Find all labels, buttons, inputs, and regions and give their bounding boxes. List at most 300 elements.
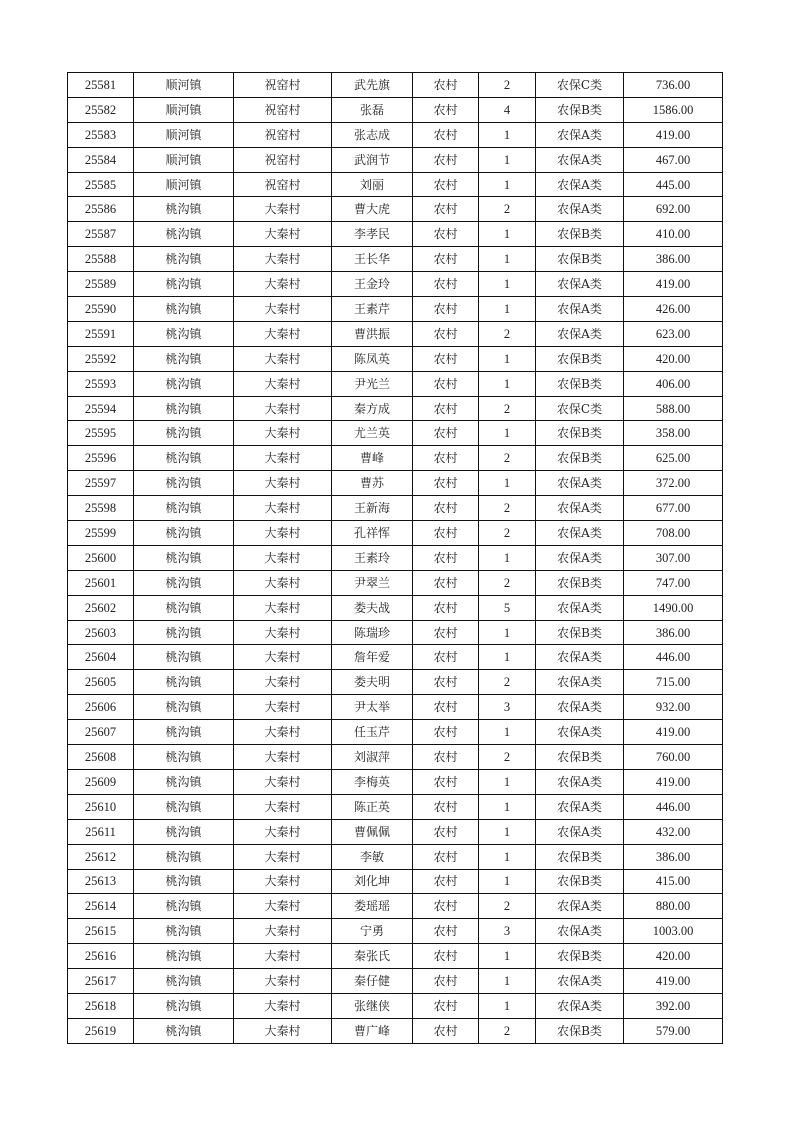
amount-cell: 358.00 [624, 421, 723, 446]
name-cell: 王素玲 [332, 545, 413, 570]
table-row [68, 471, 723, 496]
town-cell: 桃沟镇 [134, 720, 234, 745]
table-row [68, 396, 723, 421]
household-type-cell: 农村 [413, 97, 479, 122]
town-cell: 桃沟镇 [134, 919, 234, 944]
town-cell: 顺河镇 [134, 172, 234, 197]
town-cell: 桃沟镇 [134, 545, 234, 570]
insurance-category-cell: 农保A类 [536, 794, 624, 819]
table-row [68, 620, 723, 645]
amount-cell: 307.00 [624, 545, 723, 570]
village-cell: 大秦村 [234, 396, 332, 421]
table-row [68, 645, 723, 670]
household-type-cell: 农村 [413, 894, 479, 919]
household-type-cell: 农村 [413, 720, 479, 745]
amount-cell: 623.00 [624, 321, 723, 346]
village-cell: 大秦村 [234, 421, 332, 446]
town-cell: 桃沟镇 [134, 944, 234, 969]
amount-cell: 386.00 [624, 620, 723, 645]
amount-cell: 1003.00 [624, 919, 723, 944]
family-size-cell: 3 [479, 695, 536, 720]
insurance-category-cell: 农保A类 [536, 521, 624, 546]
town-cell: 桃沟镇 [134, 446, 234, 471]
village-cell: 大秦村 [234, 919, 332, 944]
table-row [68, 446, 723, 471]
household-type-cell: 农村 [413, 346, 479, 371]
table-row [68, 297, 723, 322]
household-type-cell: 农村 [413, 496, 479, 521]
town-cell: 桃沟镇 [134, 371, 234, 396]
name-cell: 武润节 [332, 147, 413, 172]
insurance-category-cell: 农保A类 [536, 471, 624, 496]
insurance-category-cell: 农保A类 [536, 695, 624, 720]
village-cell: 大秦村 [234, 869, 332, 894]
family-size-cell: 1 [479, 620, 536, 645]
village-cell: 大秦村 [234, 695, 332, 720]
serial-number-cell: 25588 [68, 247, 134, 272]
table-row [68, 147, 723, 172]
insurance-category-cell: 农保A类 [536, 172, 624, 197]
village-cell: 祝窑村 [234, 73, 332, 98]
town-cell: 桃沟镇 [134, 894, 234, 919]
serial-number-cell: 25593 [68, 371, 134, 396]
name-cell: 李梅英 [332, 769, 413, 794]
family-size-cell: 1 [479, 247, 536, 272]
table-row [68, 769, 723, 794]
name-cell: 孔祥恽 [332, 521, 413, 546]
family-size-cell: 2 [479, 894, 536, 919]
serial-number-cell: 25618 [68, 993, 134, 1018]
village-cell: 大秦村 [234, 745, 332, 770]
amount-cell: 1586.00 [624, 97, 723, 122]
family-size-cell: 1 [479, 645, 536, 670]
serial-number-cell: 25589 [68, 272, 134, 297]
village-cell: 大秦村 [234, 222, 332, 247]
household-type-cell: 农村 [413, 147, 479, 172]
household-type-cell: 农村 [413, 172, 479, 197]
insurance-category-cell: 农保B类 [536, 346, 624, 371]
name-cell: 王素芹 [332, 297, 413, 322]
insurance-category-cell: 农保A类 [536, 819, 624, 844]
serial-number-cell: 25590 [68, 297, 134, 322]
table-row [68, 570, 723, 595]
family-size-cell: 1 [479, 869, 536, 894]
family-size-cell: 1 [479, 471, 536, 496]
family-size-cell: 1 [479, 172, 536, 197]
household-type-cell: 农村 [413, 73, 479, 98]
household-type-cell: 农村 [413, 446, 479, 471]
amount-cell: 410.00 [624, 222, 723, 247]
village-cell: 大秦村 [234, 446, 332, 471]
insurance-category-cell: 农保B类 [536, 97, 624, 122]
household-type-cell: 农村 [413, 272, 479, 297]
name-cell: 刘丽 [332, 172, 413, 197]
amount-cell: 715.00 [624, 670, 723, 695]
town-cell: 桃沟镇 [134, 620, 234, 645]
amount-cell: 386.00 [624, 247, 723, 272]
town-cell: 桃沟镇 [134, 645, 234, 670]
household-type-cell: 农村 [413, 919, 479, 944]
table-body [68, 73, 723, 1044]
village-cell: 大秦村 [234, 321, 332, 346]
household-type-cell: 农村 [413, 620, 479, 645]
serial-number-cell: 25603 [68, 620, 134, 645]
serial-number-cell: 25592 [68, 346, 134, 371]
town-cell: 桃沟镇 [134, 521, 234, 546]
table-row [68, 869, 723, 894]
insurance-category-cell: 农保B类 [536, 869, 624, 894]
table-row [68, 272, 723, 297]
village-cell: 祝窑村 [234, 172, 332, 197]
amount-cell: 419.00 [624, 272, 723, 297]
amount-cell: 880.00 [624, 894, 723, 919]
village-cell: 大秦村 [234, 1018, 332, 1043]
name-cell: 秦方成 [332, 396, 413, 421]
name-cell: 曹佩佩 [332, 819, 413, 844]
town-cell: 桃沟镇 [134, 396, 234, 421]
household-type-cell: 农村 [413, 794, 479, 819]
name-cell: 娄夫战 [332, 595, 413, 620]
town-cell: 桃沟镇 [134, 670, 234, 695]
insurance-category-cell: 农保A类 [536, 645, 624, 670]
town-cell: 桃沟镇 [134, 222, 234, 247]
serial-number-cell: 25600 [68, 545, 134, 570]
household-type-cell: 农村 [413, 645, 479, 670]
name-cell: 张继侠 [332, 993, 413, 1018]
name-cell: 张磊 [332, 97, 413, 122]
serial-number-cell: 25619 [68, 1018, 134, 1043]
insurance-category-cell: 农保C类 [536, 396, 624, 421]
household-type-cell: 农村 [413, 471, 479, 496]
amount-cell: 419.00 [624, 769, 723, 794]
family-size-cell: 1 [479, 819, 536, 844]
amount-cell: 446.00 [624, 645, 723, 670]
serial-number-cell: 25598 [68, 496, 134, 521]
name-cell: 娄夫明 [332, 670, 413, 695]
name-cell: 尹太举 [332, 695, 413, 720]
amount-cell: 736.00 [624, 73, 723, 98]
serial-number-cell: 25597 [68, 471, 134, 496]
amount-cell: 419.00 [624, 122, 723, 147]
serial-number-cell: 25604 [68, 645, 134, 670]
table-row [68, 894, 723, 919]
table-row [68, 844, 723, 869]
name-cell: 曹洪振 [332, 321, 413, 346]
village-cell: 大秦村 [234, 645, 332, 670]
village-cell: 大秦村 [234, 521, 332, 546]
table-row [68, 720, 723, 745]
village-cell: 大秦村 [234, 894, 332, 919]
amount-cell: 446.00 [624, 794, 723, 819]
table-row [68, 545, 723, 570]
name-cell: 宁勇 [332, 919, 413, 944]
name-cell: 陈凤英 [332, 346, 413, 371]
name-cell: 曹苏 [332, 471, 413, 496]
amount-cell: 579.00 [624, 1018, 723, 1043]
name-cell: 秦仔健 [332, 969, 413, 994]
family-size-cell: 1 [479, 371, 536, 396]
serial-number-cell: 25612 [68, 844, 134, 869]
amount-cell: 625.00 [624, 446, 723, 471]
serial-number-cell: 25611 [68, 819, 134, 844]
family-size-cell: 1 [479, 944, 536, 969]
insurance-category-cell: 农保A类 [536, 769, 624, 794]
village-cell: 大秦村 [234, 545, 332, 570]
village-cell: 祝窑村 [234, 147, 332, 172]
household-type-cell: 农村 [413, 371, 479, 396]
serial-number-cell: 25582 [68, 97, 134, 122]
village-cell: 祝窑村 [234, 97, 332, 122]
town-cell: 桃沟镇 [134, 695, 234, 720]
household-type-cell: 农村 [413, 993, 479, 1018]
town-cell: 顺河镇 [134, 97, 234, 122]
serial-number-cell: 25608 [68, 745, 134, 770]
table-row [68, 919, 723, 944]
insurance-category-cell: 农保B类 [536, 944, 624, 969]
household-type-cell: 农村 [413, 769, 479, 794]
household-type-cell: 农村 [413, 695, 479, 720]
name-cell: 詹年爱 [332, 645, 413, 670]
table-row [68, 197, 723, 222]
insurance-category-cell: 农保A类 [536, 496, 624, 521]
name-cell: 尹光兰 [332, 371, 413, 396]
village-cell: 大秦村 [234, 297, 332, 322]
serial-number-cell: 25583 [68, 122, 134, 147]
insurance-category-cell: 农保C类 [536, 73, 624, 98]
village-cell: 大秦村 [234, 769, 332, 794]
insurance-category-cell: 农保A类 [536, 122, 624, 147]
name-cell: 曹大虎 [332, 197, 413, 222]
town-cell: 桃沟镇 [134, 197, 234, 222]
town-cell: 桃沟镇 [134, 844, 234, 869]
name-cell: 曹广峰 [332, 1018, 413, 1043]
family-size-cell: 1 [479, 272, 536, 297]
family-size-cell: 2 [479, 496, 536, 521]
village-cell: 大秦村 [234, 471, 332, 496]
table-row [68, 122, 723, 147]
insurance-category-cell: 农保A类 [536, 272, 624, 297]
town-cell: 顺河镇 [134, 147, 234, 172]
serial-number-cell: 25616 [68, 944, 134, 969]
town-cell: 桃沟镇 [134, 297, 234, 322]
family-size-cell: 1 [479, 222, 536, 247]
insurance-category-cell: 农保A类 [536, 197, 624, 222]
name-cell: 刘化坤 [332, 869, 413, 894]
amount-cell: 392.00 [624, 993, 723, 1018]
village-cell: 大秦村 [234, 794, 332, 819]
serial-number-cell: 25615 [68, 919, 134, 944]
insurance-category-cell: 农保A类 [536, 297, 624, 322]
table-row [68, 97, 723, 122]
family-size-cell: 2 [479, 73, 536, 98]
table-row [68, 969, 723, 994]
insurance-category-cell: 农保B类 [536, 222, 624, 247]
town-cell: 桃沟镇 [134, 993, 234, 1018]
table-row [68, 819, 723, 844]
family-size-cell: 1 [479, 794, 536, 819]
household-type-cell: 农村 [413, 321, 479, 346]
town-cell: 桃沟镇 [134, 769, 234, 794]
table-row [68, 247, 723, 272]
town-cell: 桃沟镇 [134, 1018, 234, 1043]
name-cell: 李敏 [332, 844, 413, 869]
amount-cell: 760.00 [624, 745, 723, 770]
serial-number-cell: 25613 [68, 869, 134, 894]
serial-number-cell: 25610 [68, 794, 134, 819]
amount-cell: 445.00 [624, 172, 723, 197]
table-row [68, 745, 723, 770]
amount-cell: 747.00 [624, 570, 723, 595]
table-row [68, 371, 723, 396]
table-row [68, 73, 723, 98]
serial-number-cell: 25587 [68, 222, 134, 247]
name-cell: 曹峰 [332, 446, 413, 471]
amount-cell: 420.00 [624, 346, 723, 371]
amount-cell: 426.00 [624, 297, 723, 322]
amount-cell: 419.00 [624, 969, 723, 994]
village-cell: 祝窑村 [234, 122, 332, 147]
insurance-category-cell: 农保B类 [536, 421, 624, 446]
family-size-cell: 3 [479, 919, 536, 944]
serial-number-cell: 25595 [68, 421, 134, 446]
serial-number-cell: 25609 [68, 769, 134, 794]
family-size-cell: 1 [479, 969, 536, 994]
village-cell: 大秦村 [234, 272, 332, 297]
serial-number-cell: 25585 [68, 172, 134, 197]
insurance-category-cell: 农保B类 [536, 1018, 624, 1043]
family-size-cell: 1 [479, 297, 536, 322]
village-cell: 大秦村 [234, 496, 332, 521]
household-type-cell: 农村 [413, 545, 479, 570]
village-cell: 大秦村 [234, 570, 332, 595]
town-cell: 桃沟镇 [134, 794, 234, 819]
village-cell: 大秦村 [234, 371, 332, 396]
family-size-cell: 2 [479, 396, 536, 421]
serial-number-cell: 25594 [68, 396, 134, 421]
family-size-cell: 4 [479, 97, 536, 122]
table-row [68, 222, 723, 247]
town-cell: 桃沟镇 [134, 421, 234, 446]
household-type-cell: 农村 [413, 869, 479, 894]
table-row [68, 794, 723, 819]
insurance-category-cell: 农保A类 [536, 969, 624, 994]
household-type-cell: 农村 [413, 969, 479, 994]
town-cell: 桃沟镇 [134, 272, 234, 297]
insurance-category-cell: 农保B类 [536, 570, 624, 595]
amount-cell: 419.00 [624, 720, 723, 745]
serial-number-cell: 25605 [68, 670, 134, 695]
family-size-cell: 1 [479, 844, 536, 869]
name-cell: 王长华 [332, 247, 413, 272]
family-size-cell: 2 [479, 521, 536, 546]
insurance-category-cell: 农保B类 [536, 745, 624, 770]
insurance-category-cell: 农保A类 [536, 720, 624, 745]
insurance-category-cell: 农保A类 [536, 919, 624, 944]
name-cell: 武先旗 [332, 73, 413, 98]
name-cell: 尤兰英 [332, 421, 413, 446]
amount-cell: 677.00 [624, 496, 723, 521]
insurance-category-cell: 农保B类 [536, 446, 624, 471]
name-cell: 尹翠兰 [332, 570, 413, 595]
serial-number-cell: 25601 [68, 570, 134, 595]
village-cell: 大秦村 [234, 620, 332, 645]
insurance-category-cell: 农保A类 [536, 545, 624, 570]
family-size-cell: 1 [479, 769, 536, 794]
town-cell: 桃沟镇 [134, 346, 234, 371]
family-size-cell: 2 [479, 197, 536, 222]
table-row [68, 695, 723, 720]
name-cell: 陈正英 [332, 794, 413, 819]
household-type-cell: 农村 [413, 844, 479, 869]
serial-number-cell: 25596 [68, 446, 134, 471]
table-row [68, 321, 723, 346]
household-type-cell: 农村 [413, 670, 479, 695]
family-size-cell: 2 [479, 321, 536, 346]
insurance-category-cell: 农保B类 [536, 247, 624, 272]
serial-number-cell: 25602 [68, 595, 134, 620]
family-size-cell: 2 [479, 1018, 536, 1043]
table-row [68, 993, 723, 1018]
family-size-cell: 1 [479, 993, 536, 1018]
amount-cell: 1490.00 [624, 595, 723, 620]
amount-cell: 386.00 [624, 844, 723, 869]
table-row [68, 670, 723, 695]
family-size-cell: 1 [479, 147, 536, 172]
name-cell: 李孝民 [332, 222, 413, 247]
family-size-cell: 2 [479, 670, 536, 695]
insurance-category-cell: 农保A类 [536, 993, 624, 1018]
amount-cell: 932.00 [624, 695, 723, 720]
village-cell: 大秦村 [234, 819, 332, 844]
amount-cell: 372.00 [624, 471, 723, 496]
household-type-cell: 农村 [413, 819, 479, 844]
family-size-cell: 2 [479, 570, 536, 595]
name-cell: 王金玲 [332, 272, 413, 297]
household-type-cell: 农村 [413, 570, 479, 595]
town-cell: 桃沟镇 [134, 321, 234, 346]
amount-cell: 432.00 [624, 819, 723, 844]
town-cell: 桃沟镇 [134, 869, 234, 894]
serial-number-cell: 25591 [68, 321, 134, 346]
amount-cell: 420.00 [624, 944, 723, 969]
serial-number-cell: 25584 [68, 147, 134, 172]
serial-number-cell: 25586 [68, 197, 134, 222]
serial-number-cell: 25607 [68, 720, 134, 745]
name-cell: 张志成 [332, 122, 413, 147]
village-cell: 大秦村 [234, 670, 332, 695]
town-cell: 桃沟镇 [134, 819, 234, 844]
amount-cell: 415.00 [624, 869, 723, 894]
family-size-cell: 2 [479, 745, 536, 770]
insurance-category-cell: 农保B类 [536, 371, 624, 396]
family-size-cell: 1 [479, 545, 536, 570]
household-type-cell: 农村 [413, 421, 479, 446]
village-cell: 大秦村 [234, 197, 332, 222]
insurance-category-cell: 农保A类 [536, 894, 624, 919]
village-cell: 大秦村 [234, 247, 332, 272]
amount-cell: 692.00 [624, 197, 723, 222]
table-row [68, 944, 723, 969]
amount-cell: 406.00 [624, 371, 723, 396]
data-table [67, 72, 723, 1044]
table-row [68, 421, 723, 446]
table-row [68, 595, 723, 620]
family-size-cell: 2 [479, 446, 536, 471]
town-cell: 桃沟镇 [134, 247, 234, 272]
table-row [68, 346, 723, 371]
village-cell: 大秦村 [234, 969, 332, 994]
name-cell: 任玉芹 [332, 720, 413, 745]
